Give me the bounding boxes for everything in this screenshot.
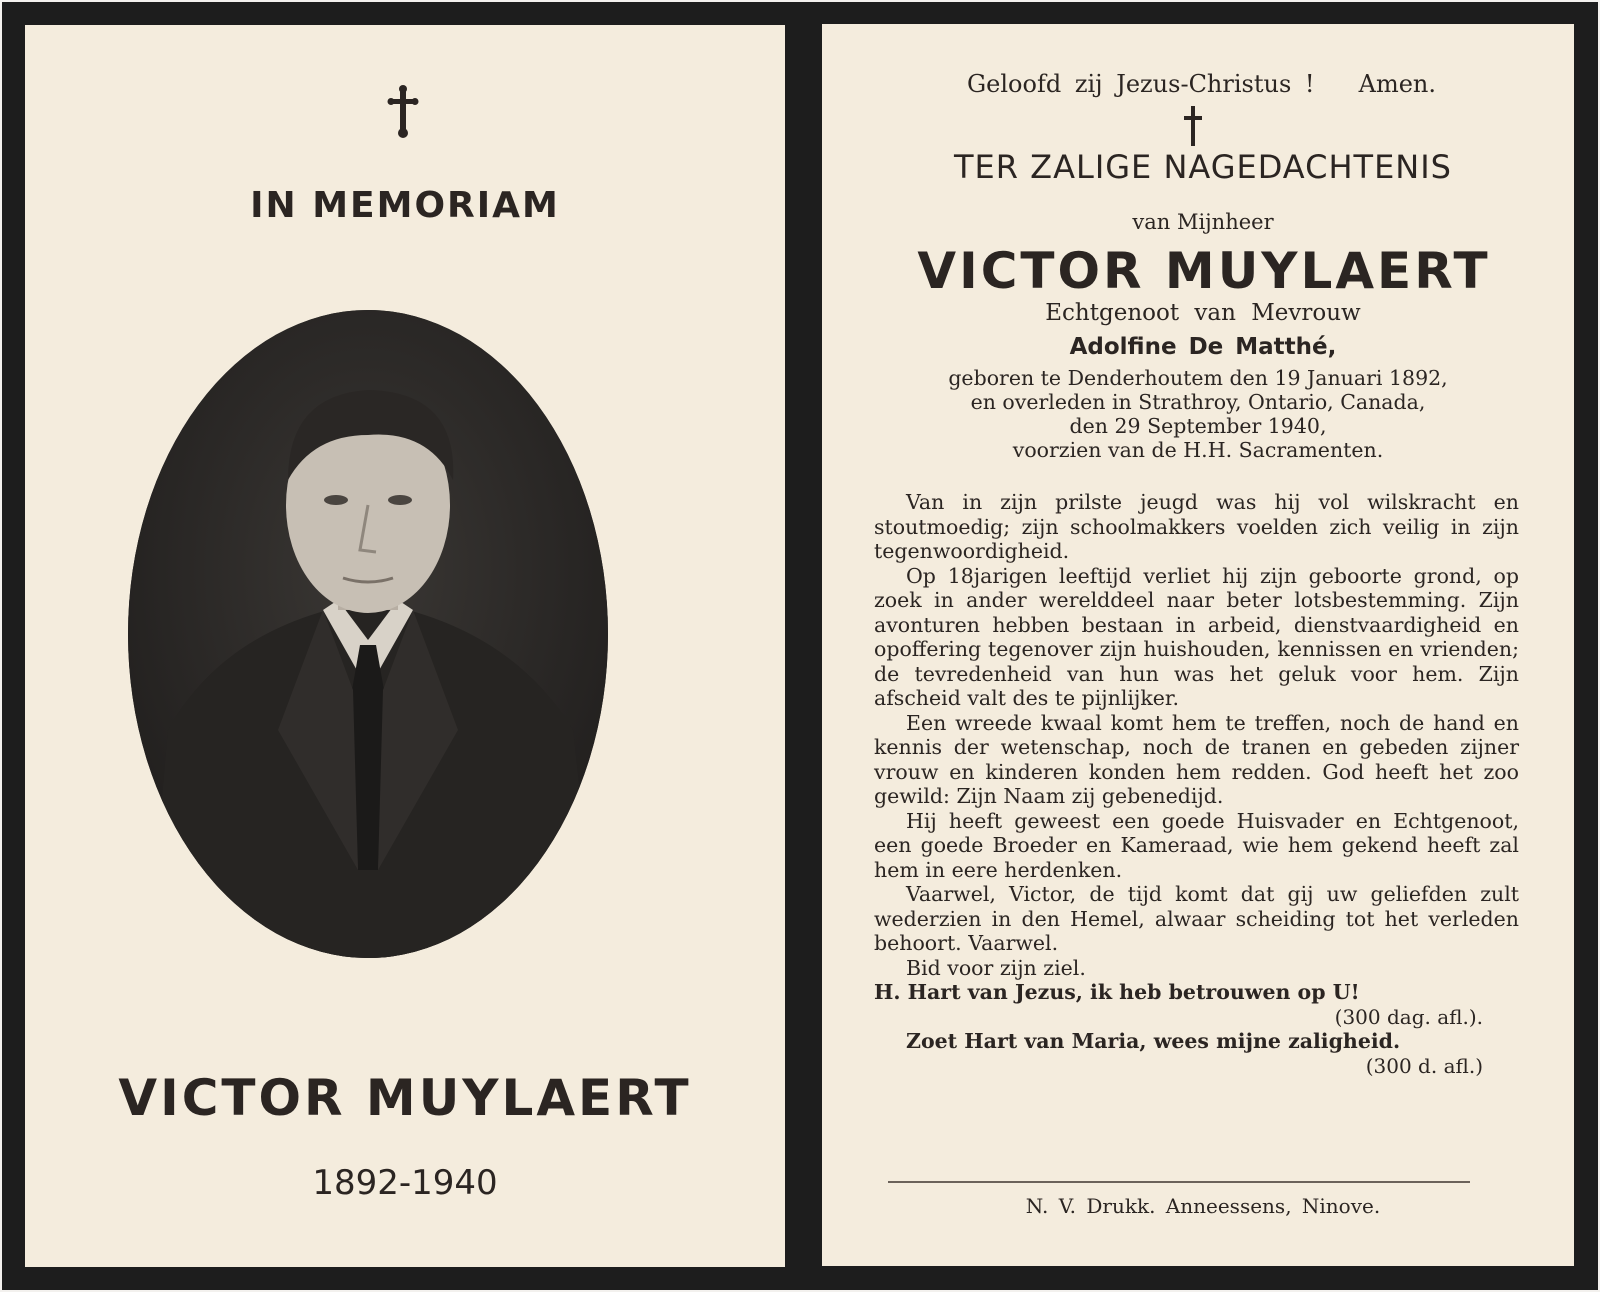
spouse-label: Echtgenoot van Mevrouw (1045, 300, 1361, 326)
printer-credit: N. V. Drukk. Anneessens, Ninove. (1025, 1194, 1381, 1218)
indulgence-line: (300 dag. afl.). (1334, 1004, 1483, 1029)
spouse-name: Adolfine De Matthé, (1069, 334, 1337, 360)
life-line: en overleden in Strathroy, Ontario, Canada, (970, 390, 1426, 414)
life-line: den 29 September 1940, (1069, 414, 1327, 438)
life-dates (882, 366, 1514, 462)
front-deceased-name: VICTOR MUYLAERT (118, 1069, 692, 1127)
paragraph: Vaarwel, Victor, de tijd komt dat gij uw geliefden zult wederzien in den Hemel, alwaar scheiding tot het verleden behoort. Vaarwel. (874, 882, 1519, 955)
card-front-paper (25, 25, 785, 1267)
life-line: geboren te Denderhoutem den 19 Januari 1892, (948, 366, 1448, 390)
memorial-card-front (2, 2, 808, 1290)
back-deceased-name: VICTOR MUYLAERT (917, 242, 1491, 300)
life-line: voorzien van de H.H. Sacramenten. (1012, 438, 1384, 462)
prayer-line: Zoet Hart van Maria, wees mijne zaligheid. (906, 1029, 1401, 1053)
heading: TER ZALIGE NAGEDACHTENIS (954, 148, 1452, 186)
card-back-paper (822, 24, 1574, 1266)
cross-icon (1182, 106, 1204, 146)
bid-line: Bid voor zijn ziel. (906, 955, 1086, 980)
in-memoriam-title: IN MEMORIAM (250, 185, 560, 226)
greeting-line (967, 70, 1436, 98)
memorial-text (874, 490, 1519, 1078)
paragraph: Van in zijn prilste jeugd was hij vol wilskracht en stoutmoedig; zijn schoolmakkers voelden zich veilig in zijn tegenwoordigheid. (874, 490, 1519, 563)
indulgence-line: (300 d. afl.) (1365, 1053, 1483, 1078)
memorial-card-back (802, 2, 1598, 1290)
paragraph: Een wreede kwaal komt hem te treffen, noch de hand en kennis der wetenschap, noch de tranen en gebeden zijner vrouw en kinderen konden hem redden. God heeft het zoo gewild: Zijn Naam zij gebenedijd. (874, 710, 1519, 808)
front-years: 1892-1940 (312, 1163, 498, 1203)
prayer-line: H. Hart van Jezus, ik heb betrouwen op U! (874, 980, 1360, 1004)
van-mijnheer: van Mijnheer (1132, 210, 1274, 234)
greeting-amen: Amen. (1358, 70, 1436, 98)
greeting-text: Geloofd zij Jezus-Christus ! (967, 70, 1315, 98)
cross-icon (387, 85, 419, 143)
paragraph: Hij heeft geweest een goede Huisvader en Echtgenoot, een goede Broeder en Kameraad, wie hem gekend heeft zal hem in eere herdenken. (874, 808, 1519, 882)
paragraph: Op 18jarigen leeftijd verliet hij zijn geboorte grond, op zoek in ander werelddeel naar beter lotsbestemming. Zijn avonturen hebben bestaan in arbeid, dienstvaardigheid en opoffering tegenover zijn huishouden, kennissen en vrienden; de tevredenheid van hun was het geluk voor hem. Zijn afscheid valt des te pijnlijker. (874, 563, 1519, 710)
portrait-photo (128, 310, 608, 958)
divider (888, 1181, 1470, 1183)
